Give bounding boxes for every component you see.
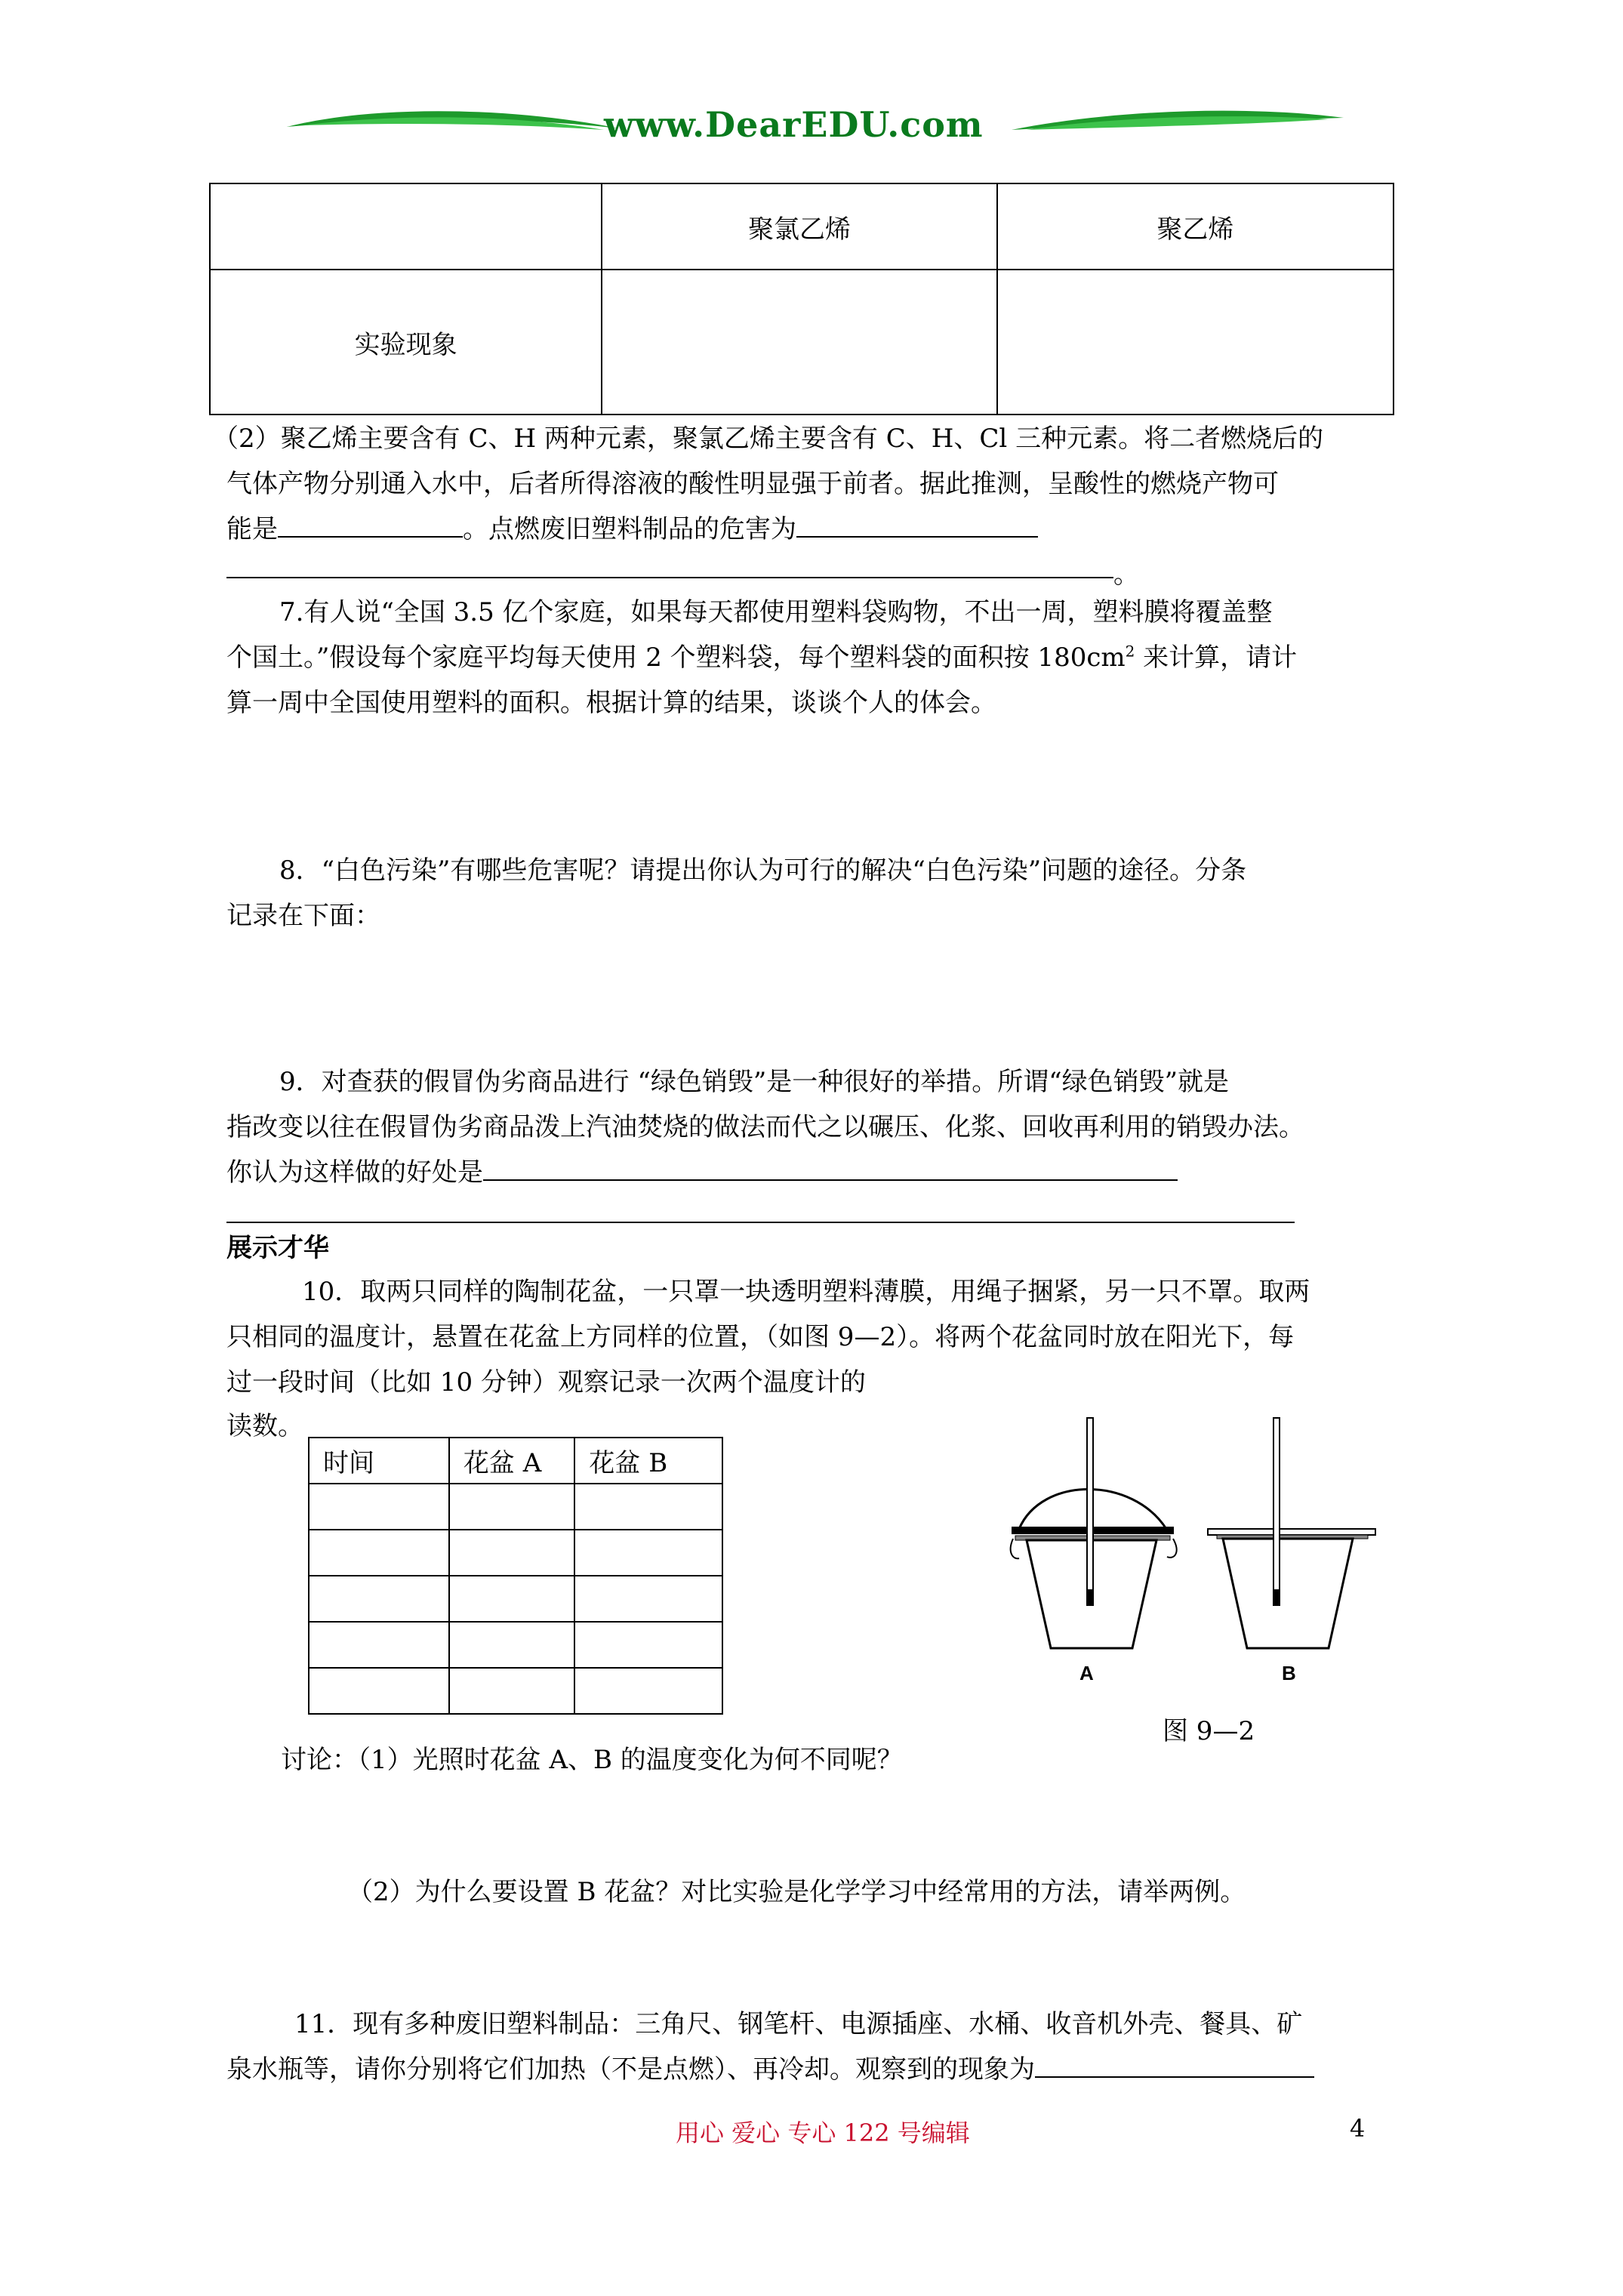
section-title: 展示才华 [226,1233,329,1263]
page-number: 4 [1350,2114,1366,2143]
table-row [309,1484,722,1530]
q9-line3 [226,1149,1178,1196]
answer-cell-pe[interactable] [997,270,1394,415]
q10-discussion-2: （2）为什么要设置 B 花盆？对比实验是化学学习中经常用的方法，请举两例。 [347,1877,1246,1907]
flowerpot-figure [996,1404,1389,1706]
q7-line2-a: 个国土。”假设每个家庭平均每天使用 2 个塑料袋，每个塑料袋的面积按 180cm [226,643,1126,673]
temp-cell[interactable] [449,1576,575,1622]
q9-blank-benefit-cont[interactable] [226,1222,1295,1223]
pot-a-label: A [1079,1662,1094,1684]
temp-cell[interactable] [574,1484,722,1530]
q6-blank-acid-product[interactable] [278,506,463,538]
q6-text-a: 能是 [226,514,278,544]
pot-b-label: B [1282,1662,1296,1684]
q10-discussion-1: 讨论：（1）光照时花盆 A、B 的温度变化为何不同呢？ [281,1745,903,1775]
temp-cell[interactable] [574,1530,722,1576]
temp-cell[interactable] [574,1668,722,1714]
temp-cell[interactable] [449,1668,575,1714]
q9-line1: 9．对查获的假冒伪劣商品进行 “绿色销毁”是一种很好的举措。所谓“绿色销毁”就是 [279,1067,1229,1097]
q10-line2: 只相同的温度计，悬置在花盆上方同样的位置，（如图 9—2）。将两个花盆同时放在阳光下，每 [226,1322,1295,1352]
experiment-table [209,183,1394,415]
table-row-label: 实验现象 [210,270,602,415]
q10-line4: 读数。 [226,1411,303,1441]
temp-cell[interactable] [309,1622,449,1668]
q7-line1: 7.有人说“全国 3.5 亿个家庭，如果每天都使用塑料袋购物，不出一周，塑料膜将覆盖整 [279,597,1273,627]
table-header-pvc: 聚氯乙烯 [602,183,996,270]
q11-blank-observation[interactable] [1035,2046,1314,2078]
q8-line1: 8．“白色污染”有哪些危害呢？请提出你认为可行的解决“白色污染”问题的途径。分条 [279,855,1247,886]
temp-cell[interactable] [309,1530,449,1576]
temp-cell[interactable] [309,1484,449,1530]
temp-cell[interactable] [309,1668,449,1714]
q7-line3: 算一周中全国使用塑料的面积。根据计算的结果，谈谈个人的体会。 [226,688,996,718]
q6-line4-end: 。 [1113,559,1139,590]
q11-text: 泉水瓶等，请你分别将它们加热（不是点燃）、再冷却。观察到的现象为 [226,2054,1035,2085]
q7-superscript: 2 [1125,642,1135,661]
temp-header-time: 时间 [309,1438,449,1484]
q6-blank-harm-cont[interactable] [226,577,1113,578]
q6-text-b: 。点燃废旧塑料制品的危害为 [463,514,796,544]
temp-cell[interactable] [449,1530,575,1576]
table-header-row [210,183,1394,270]
q9-text: 你认为这样做的好处是 [226,1157,483,1188]
temp-cell[interactable] [449,1484,575,1530]
q6-part2-line3 [226,506,1038,553]
temp-cell[interactable] [449,1622,575,1668]
temperature-table [308,1437,723,1715]
q6-blank-harm[interactable] [796,506,1038,538]
temp-cell[interactable] [574,1622,722,1668]
q8-line2: 记录在下面： [226,901,380,931]
figure-caption: 图 9—2 [1163,1716,1255,1746]
table-row [309,1576,722,1622]
q10-line3: 过一段时间（比如 10 分钟）观察记录一次两个温度计的 [226,1367,866,1398]
table-cell-empty [210,183,602,270]
q11-line2 [226,2046,1314,2093]
q10-line1: 10．取两只同样的陶制花盆，一只罩一块透明塑料薄膜，用绳子捆紧，另一只不罩。取两 [302,1277,1310,1307]
temp-header-pot-a: 花盆 A [449,1438,575,1484]
table-row [309,1668,722,1714]
temp-cell[interactable] [574,1576,722,1622]
q6-part2-line1: （2）聚乙烯主要含有 C、H 两种元素，聚氯乙烯主要含有 C、H、Cl 三种元素。将二者燃烧后的 [213,424,1324,454]
q9-blank-benefit[interactable] [483,1149,1178,1181]
pot-a-illustration [1011,1418,1177,1648]
temp-table-header-row [309,1438,722,1484]
table-row [210,270,1394,415]
table-header-pe: 聚乙烯 [997,183,1394,270]
temp-header-pot-b: 花盆 B [574,1438,722,1484]
q11-line1: 11．现有多种废旧塑料制品：三角尺、钢笔杆、电源插座、水桶、收音机外壳、餐具、矿 [294,2009,1303,2039]
q7-line2-b: 来计算，请计 [1135,643,1298,673]
q9-line2: 指改变以往在假冒伪劣商品泼上汽油焚烧的做法而代之以碾压、化浆、回收再利用的销毁办法。 [226,1112,1304,1142]
temp-cell[interactable] [309,1576,449,1622]
q7-line2 [226,634,1297,681]
table-row [309,1622,722,1668]
table-row [309,1530,722,1576]
footer-editor-note: 用心 爱心 专心 122 号编辑 [676,2119,970,2147]
q6-part2-line2: 气体产物分别通入水中，后者所得溶液的酸性明显强于前者。据此推测，呈酸性的燃烧产物可 [226,469,1279,499]
header-site-name: www.DearEDU.com [604,104,984,145]
pot-b-illustration [1208,1418,1375,1648]
answer-cell-pvc[interactable] [602,270,996,415]
